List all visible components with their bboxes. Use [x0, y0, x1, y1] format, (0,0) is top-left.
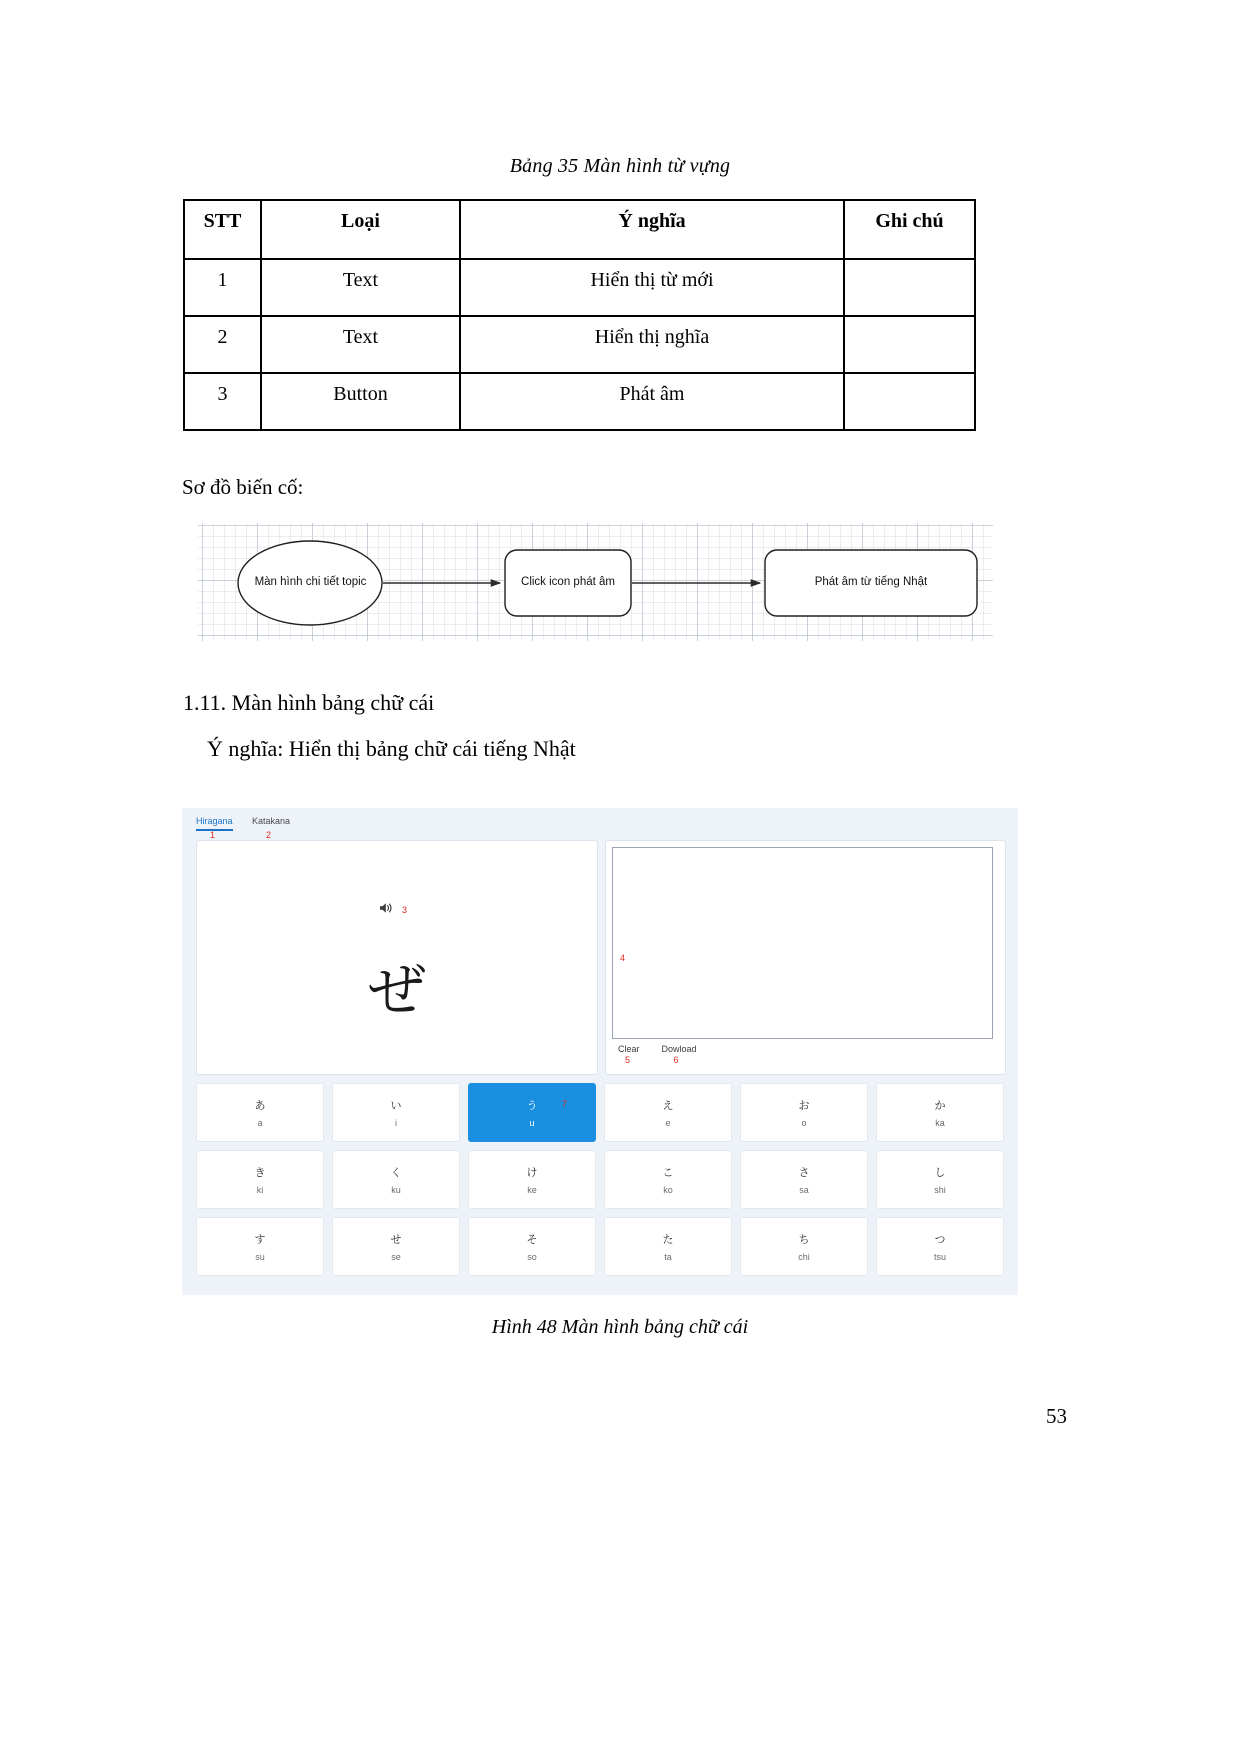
kana-char: ち [798, 1233, 810, 1246]
kana-cell-o[interactable] [740, 1083, 868, 1142]
section-subheading: Ý nghĩa: Hiển thị bảng chữ cái tiếng Nhật [207, 736, 576, 761]
kana-cell-a[interactable] [196, 1083, 324, 1142]
canvas-action-bar [618, 1044, 697, 1065]
kana-cell-ko[interactable] [604, 1150, 732, 1209]
table-row [184, 316, 975, 373]
kana-char: そ [526, 1233, 538, 1246]
kana-char: あ [254, 1099, 266, 1112]
kana-cell-ku[interactable] [332, 1150, 460, 1209]
kana-romaji: i [395, 1118, 397, 1128]
kana-char: つ [934, 1233, 946, 1246]
kana-cell-tsu[interactable] [876, 1217, 1004, 1276]
kana-char: く [390, 1166, 402, 1179]
cell-ynghia: Phát âm [460, 373, 844, 430]
marker-1: 1 [210, 830, 216, 840]
kana-cell-su[interactable] [196, 1217, 324, 1276]
pronounce-row [379, 901, 407, 919]
kana-romaji: sa [799, 1185, 809, 1195]
marker-7: 7 [561, 1099, 567, 1109]
column-header-ynghia: Ý nghĩa [460, 200, 844, 259]
kana-romaji: ta [664, 1252, 672, 1262]
app-tab-bar [182, 808, 1018, 838]
cell-stt: 1 [184, 259, 261, 316]
kana-char: い [390, 1099, 402, 1112]
kana-char: き [254, 1166, 266, 1179]
column-header-stt: STT [184, 200, 261, 259]
cell-ynghia: Hiển thị nghĩa [460, 316, 844, 373]
kana-cell-sa[interactable] [740, 1150, 868, 1209]
table-row [184, 373, 975, 430]
flow-diagram [198, 523, 993, 641]
kana-char: す [254, 1233, 266, 1246]
cell-loai: Text [261, 316, 460, 373]
kana-romaji: ki [256, 1185, 264, 1195]
download-button[interactable]: Dowload [661, 1044, 697, 1054]
marker-5: 5 [625, 1055, 631, 1065]
kana-char: せ [390, 1233, 402, 1246]
speaker-icon[interactable] [379, 901, 393, 919]
kana-char: こ [662, 1166, 674, 1179]
marker-6: 6 [673, 1055, 679, 1065]
marker-3: 3 [402, 905, 408, 915]
table-row [184, 259, 975, 316]
flow-node-label-3: Phát âm từ tiếng Nhật [814, 576, 928, 588]
clear-button[interactable]: Clear [618, 1044, 640, 1054]
marker-4: 4 [620, 953, 626, 963]
kana-romaji: o [801, 1118, 807, 1128]
kana-romaji: u [529, 1118, 535, 1128]
tab-katakana[interactable]: Katakana [252, 816, 291, 826]
kana-cell-i[interactable] [332, 1083, 460, 1142]
table-caption: Bảng 35 Màn hình từ vựng [509, 155, 731, 177]
kana-romaji: ke [527, 1185, 537, 1195]
section-heading: 1.11. Màn hình bảng chữ cái [183, 690, 435, 715]
cell-loai: Button [261, 373, 460, 430]
page-number: 53 [1046, 1404, 1067, 1428]
cell-ghichu [844, 373, 975, 430]
cell-ghichu [844, 259, 975, 316]
cell-ghichu [844, 316, 975, 373]
kana-romaji: tsu [933, 1252, 946, 1262]
kana-char: う [526, 1099, 538, 1112]
kana-char: た [662, 1233, 674, 1246]
kana-cell-ke[interactable] [468, 1150, 596, 1209]
kana-char: け [526, 1166, 538, 1179]
kana-romaji: su [255, 1252, 265, 1262]
kana-char: か [934, 1099, 946, 1112]
kana-cell-so[interactable] [468, 1217, 596, 1276]
drawing-panel [605, 840, 1006, 1075]
marker-2: 2 [266, 830, 272, 840]
kana-cell-chi[interactable] [740, 1217, 868, 1276]
kana-romaji: ko [663, 1185, 673, 1195]
kana-romaji: ka [935, 1118, 945, 1128]
column-header-ghichu: Ghi chú [844, 200, 975, 259]
character-display-panel [196, 840, 598, 1075]
cell-stt: 3 [184, 373, 261, 430]
kana-char: お [798, 1099, 810, 1112]
cell-loai: Text [261, 259, 460, 316]
app-screenshot [182, 808, 1018, 1295]
kana-romaji: chi [798, 1252, 810, 1262]
spec-table [183, 199, 976, 431]
kana-char: え [662, 1099, 674, 1112]
table-header-row [184, 200, 975, 259]
kana-romaji: shi [934, 1185, 946, 1195]
flow-node-label-2: Click icon phát âm [521, 576, 615, 588]
kana-grid [196, 1083, 1004, 1276]
kana-romaji: a [257, 1118, 263, 1128]
kana-romaji: se [391, 1252, 401, 1262]
kana-romaji: ku [391, 1185, 401, 1195]
kana-romaji: e [665, 1118, 671, 1128]
kana-cell-ki[interactable] [196, 1150, 324, 1209]
column-header-loai: Loại [261, 200, 460, 259]
kana-cell-ta[interactable] [604, 1217, 732, 1276]
tab-hiragana[interactable]: Hiragana [196, 816, 233, 826]
kana-cell-se[interactable] [332, 1217, 460, 1276]
kana-char: し [934, 1166, 946, 1179]
cell-ynghia: Hiển thị từ mới [460, 259, 844, 316]
drawing-canvas[interactable] [612, 847, 993, 1039]
kana-cell-e[interactable] [604, 1083, 732, 1142]
kana-cell-u[interactable] [468, 1083, 596, 1142]
figure-caption: Hình 48 Màn hình bảng chữ cái [491, 1316, 749, 1338]
displayed-kana-character: ぜ [367, 956, 426, 1024]
flow-node-label-1: Màn hình chi tiết topic [254, 576, 367, 588]
flow-diagram-label: Sơ đồ biến cố: [182, 475, 304, 499]
kana-cell-ka[interactable] [876, 1083, 1004, 1142]
cell-stt: 2 [184, 316, 261, 373]
kana-cell-shi[interactable] [876, 1150, 1004, 1209]
kana-romaji: so [527, 1252, 537, 1262]
kana-char: さ [798, 1166, 810, 1179]
